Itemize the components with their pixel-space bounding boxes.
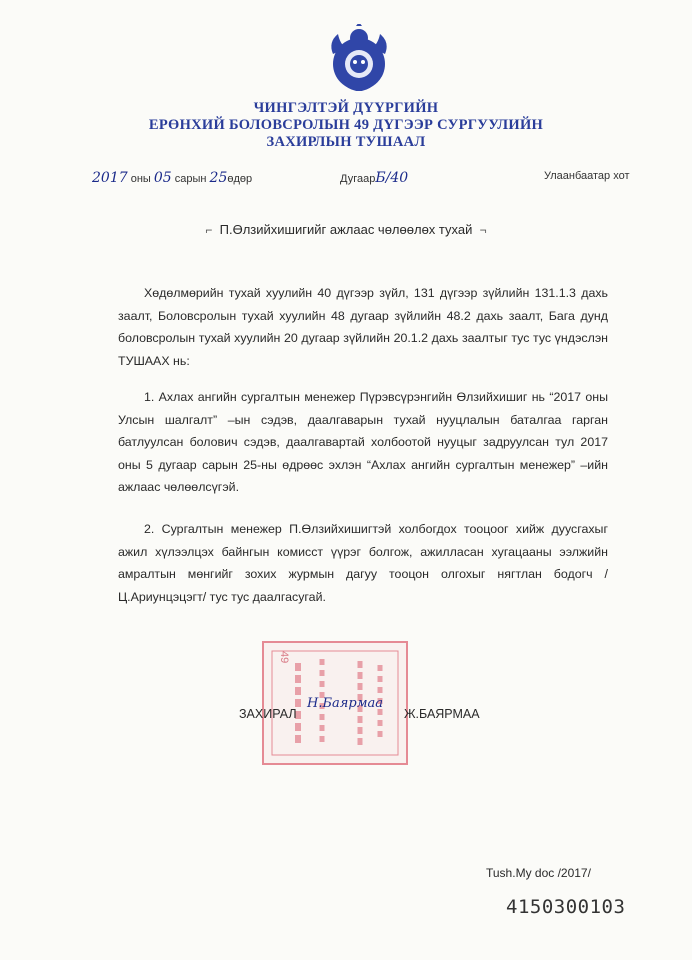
signature-title: ЗАХИРАЛ xyxy=(239,707,297,721)
header-district: ЧИНГЭЛТЭЙ ДҮҮРГИЙН xyxy=(253,100,439,116)
signature-name: Ж.БАЯРМАА xyxy=(404,707,480,721)
order-city: Улаанбаатар хот xyxy=(544,170,630,182)
order-subject xyxy=(0,222,692,237)
date-month-suffix: сарын xyxy=(174,173,207,185)
order-item-2-text: 2. Сургалтын менежер П.Өлзийхишигтэй холбогдох тооцоог хийж дуусгахыг ажил хүлээлцэх байнгын комисст үүрэг болгож, ажилласан хугацааны ээлжийн амралтын мөнгийг зохих журмын дагуу тооцон олгохыг нягтлан бодогч /Ц.Ариунцэцэгт/ тус тус даалгасугай. xyxy=(118,522,608,604)
date-day: 25 xyxy=(209,170,228,186)
bracket-right-icon: ¬ xyxy=(479,223,487,237)
stamp-number: 49 xyxy=(278,651,290,664)
serial-number: 4150300103 xyxy=(506,896,626,918)
preamble-text: Хөдөлмөрийн тухай хуулийн 40 дүгээр зүйл, 131 дүгээр зүйлийн 131.1.3 дахь заалт, Боловсролын тухай хуулийн 48 дугаар зүйлийн 48.2 дахь заалт, Бага дунд боловсролын тухай хуулийн 20 дугаар зүйлийн 20.1.2 дахь заалтыг тус тус үндэслэн ТУШААХ нь: xyxy=(118,286,608,368)
order-number-value: Б/40 xyxy=(375,170,409,186)
state-emblem-icon xyxy=(326,24,392,94)
handwritten-signature: Н.Баярмаа xyxy=(307,696,383,711)
date-month: 05 xyxy=(153,170,172,186)
preamble-paragraph xyxy=(118,282,608,372)
document-reference: Tush.My doc /2017/ xyxy=(486,866,591,880)
date-year-suffix: оны xyxy=(130,173,151,185)
bracket-left-icon: ⌐ xyxy=(205,223,213,237)
date-year: 2017 xyxy=(92,170,128,186)
order-number xyxy=(340,170,408,186)
order-item-1-text: 1. Ахлах ангийн сургалтын менежер Пүрэвсүрэнгийн Өлзийхишиг нь “2017 оны Улсын шалгалт” –ын сэдэв, даалгаварын тухай нууцлалын баталгаа гарган батлуулсан болович сэдэв, даалгавартай холбоотой нууцыг задруулсан тул 2017 оны 5 дугаар сарын 25-ны өдрөөс эхлэн “Ахлах ангийн сургалтын менежер” –ийн ажлаас чөлөөлсүгэй. xyxy=(118,390,608,494)
order-item-2 xyxy=(118,518,608,608)
order-number-label: Дугаар xyxy=(340,173,376,185)
date-day-suffix: өдөр xyxy=(227,173,253,185)
subject-text: П.Өлзийхишигийг ажлаас чөлөөлөх тухай xyxy=(219,222,473,237)
order-item-1 xyxy=(118,386,608,499)
header-order-title: ЗАХИРЛЫН ТУШААЛ xyxy=(266,134,426,150)
order-date xyxy=(92,170,252,186)
header-school: ЕРӨНХИЙ БОЛОВСРОЛЫН 49 ДҮГЭЭР СУРГУУЛИЙН xyxy=(148,117,544,133)
